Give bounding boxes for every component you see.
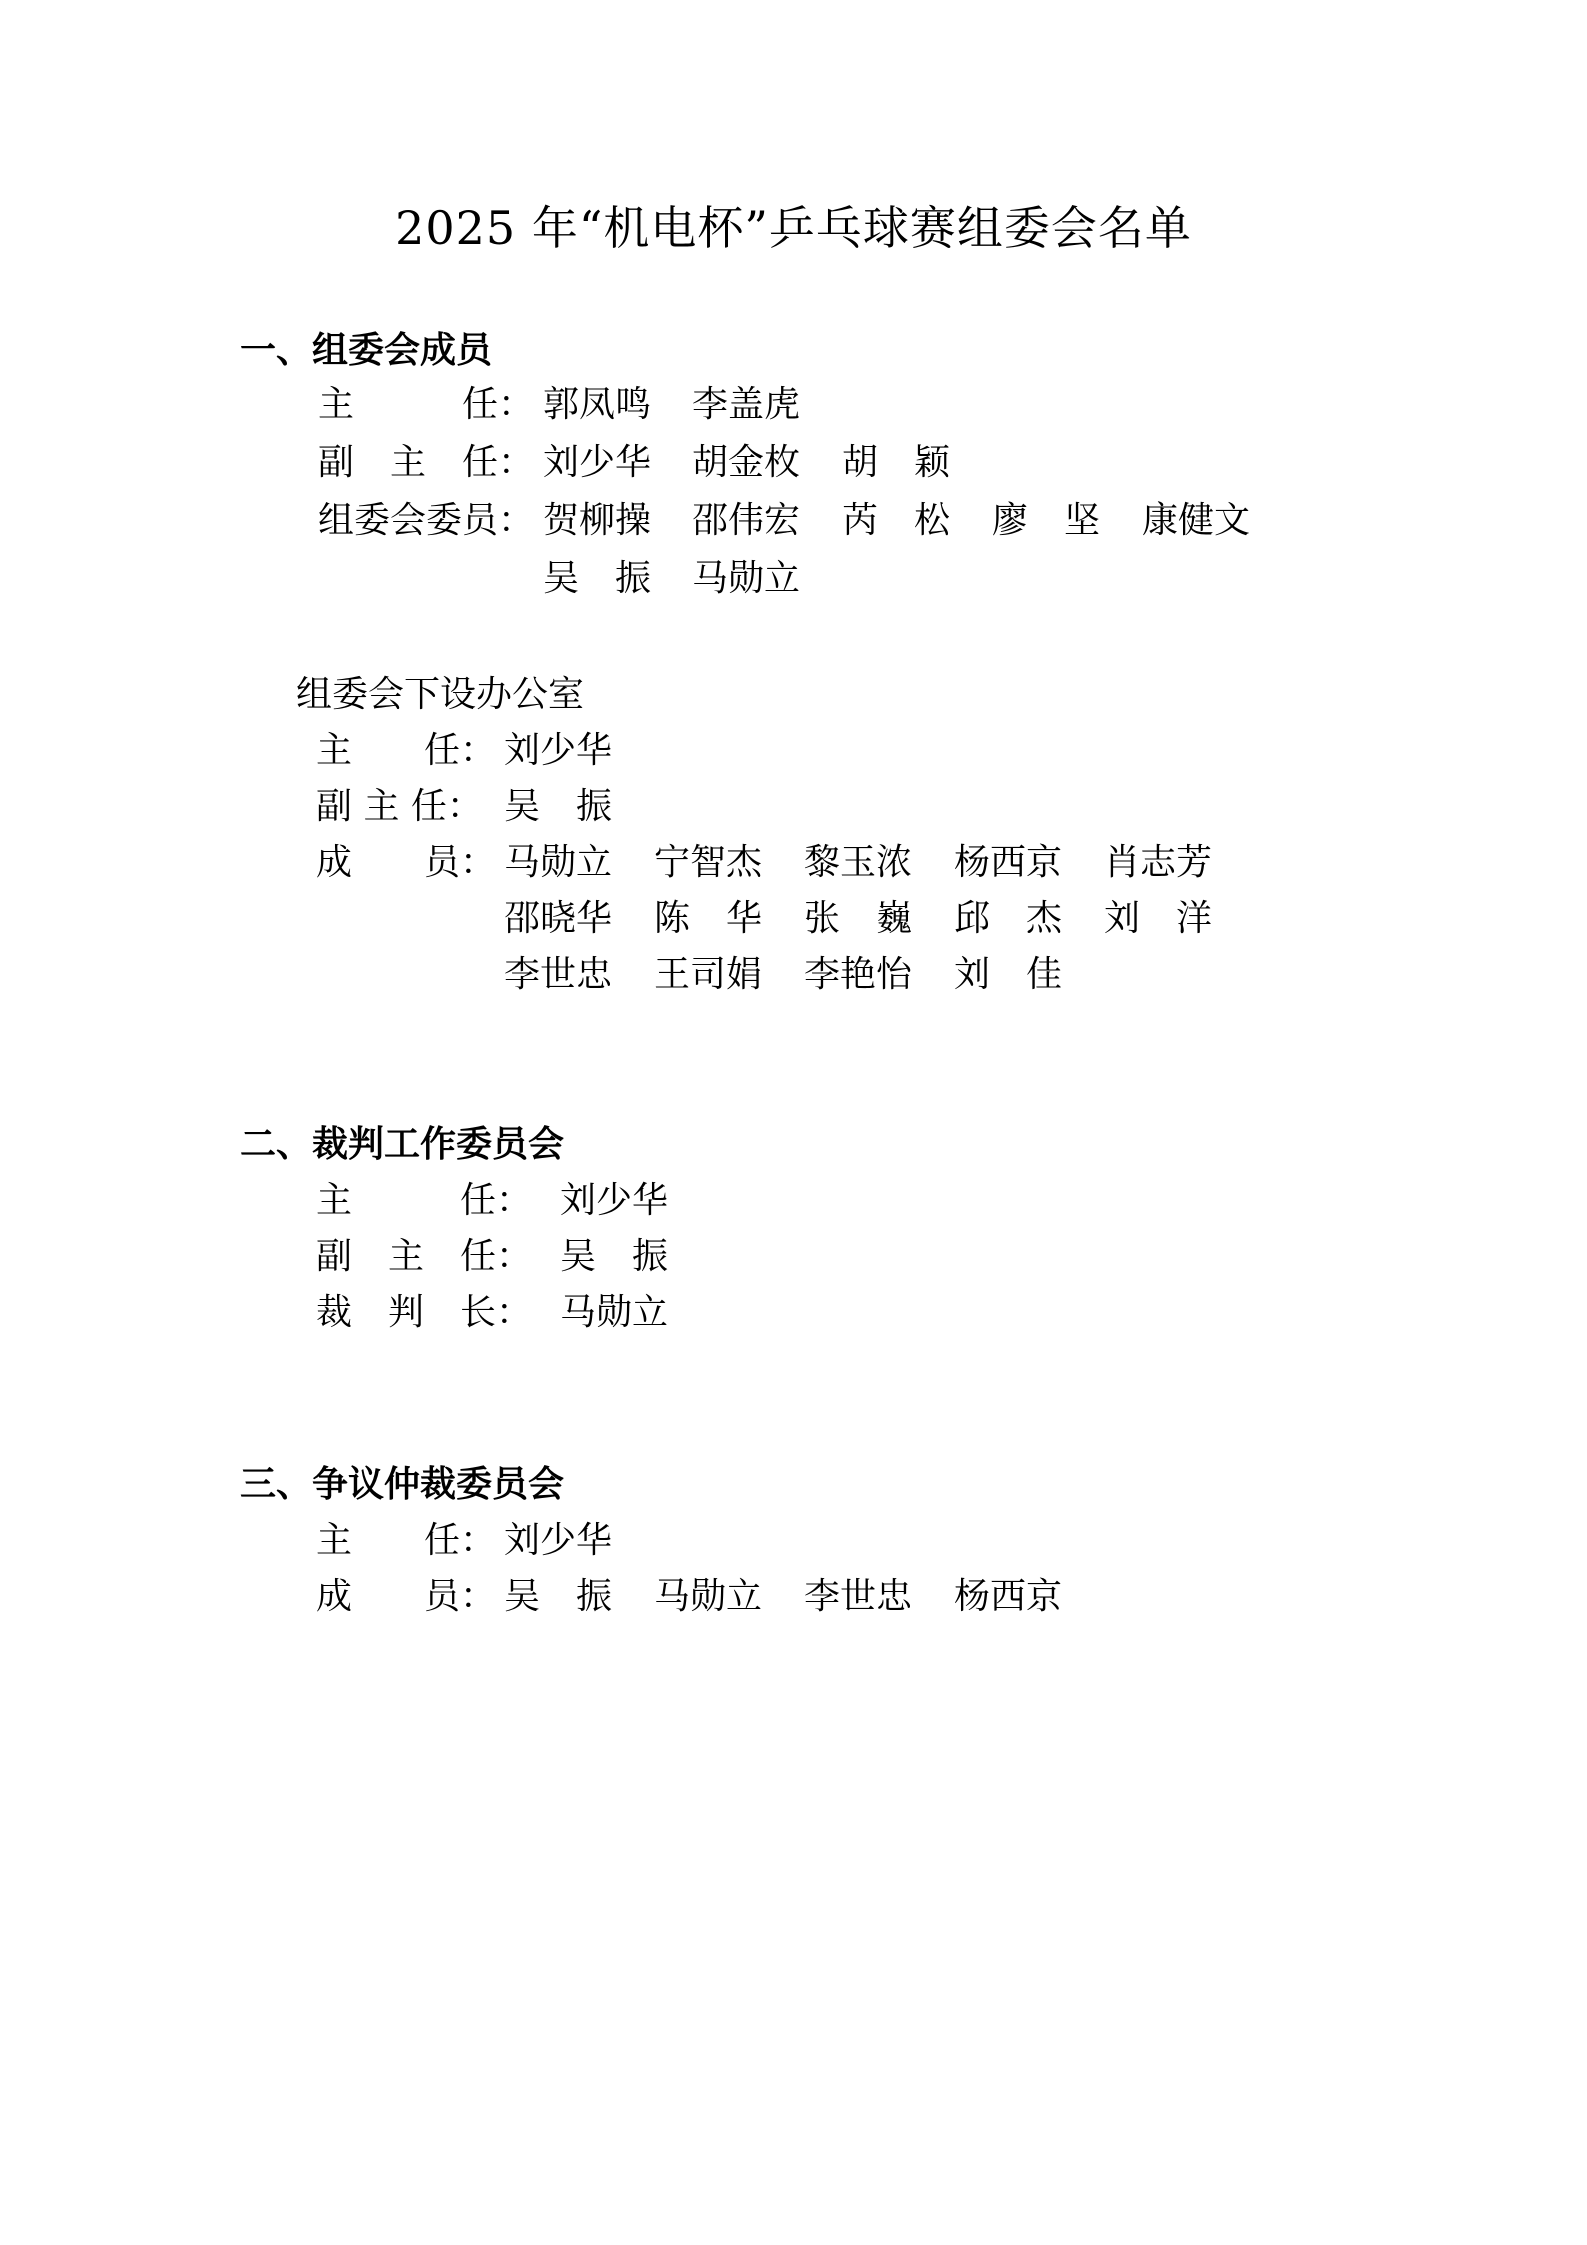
row-label: 成 员： <box>316 1576 497 1617</box>
name: 刘 佳 <box>954 954 1063 995</box>
row-label: 主 任： <box>318 384 535 425</box>
section-2-heading: 二、裁判工作委员会 <box>240 1123 565 1165</box>
name: 廖 坚 <box>992 500 1101 541</box>
name: 邵晓华 <box>504 898 613 939</box>
row-label: 主 任： <box>316 1180 533 1221</box>
name: 邱 杰 <box>954 898 1063 939</box>
name: 康健文 <box>1142 500 1251 541</box>
name: 郭凤鸣 <box>543 384 652 425</box>
name: 吴 振 <box>504 1576 613 1617</box>
row-label: 副 主 任： <box>318 442 535 483</box>
row-label: 组委会委员： <box>318 500 535 541</box>
row-label: 主 任： <box>316 730 497 771</box>
name: 吴 振 <box>543 558 652 599</box>
name: 刘少华 <box>504 1520 613 1561</box>
name: 杨西京 <box>954 1576 1063 1617</box>
row-label: 副 主 任： <box>316 1236 533 1277</box>
section-3-heading: 三、争议仲裁委员会 <box>240 1463 565 1505</box>
name: 杨西京 <box>954 842 1063 883</box>
office-heading: 组委会下设办公室 <box>296 674 585 715</box>
name: 刘少华 <box>504 730 613 771</box>
row-label: 裁 判 长： <box>316 1292 533 1333</box>
row-label: 成 员： <box>316 842 497 883</box>
name: 宁智杰 <box>654 842 763 883</box>
document-title: 2025 年“机电杯”乒乓球赛组委会名单 <box>395 201 1192 255</box>
name: 邵伟宏 <box>692 500 801 541</box>
name: 吴 振 <box>560 1236 669 1277</box>
name: 马勋立 <box>654 1576 763 1617</box>
name: 贺柳操 <box>543 500 652 541</box>
name: 马勋立 <box>504 842 613 883</box>
name: 刘少华 <box>543 442 652 483</box>
name: 胡金枚 <box>692 442 801 483</box>
name: 王司娟 <box>654 954 763 995</box>
name: 黎玉浓 <box>804 842 913 883</box>
name: 李世忠 <box>504 954 613 995</box>
name: 肖志芳 <box>1104 842 1213 883</box>
name: 吴 振 <box>504 786 613 827</box>
name: 刘少华 <box>560 1180 669 1221</box>
name: 张 巍 <box>804 898 913 939</box>
name: 李艳怡 <box>804 954 913 995</box>
name: 刘 洋 <box>1104 898 1213 939</box>
name: 芮 松 <box>842 500 951 541</box>
name: 李世忠 <box>804 1576 913 1617</box>
row-label: 主 任： <box>316 1520 497 1561</box>
name: 陈 华 <box>654 898 763 939</box>
section-1-heading: 一、组委会成员 <box>240 329 493 371</box>
row-label: 副 主 任： <box>316 786 483 827</box>
name: 马勋立 <box>560 1292 669 1333</box>
name: 马勋立 <box>692 558 801 599</box>
name: 胡 颖 <box>842 442 951 483</box>
name: 李盖虎 <box>692 384 801 425</box>
